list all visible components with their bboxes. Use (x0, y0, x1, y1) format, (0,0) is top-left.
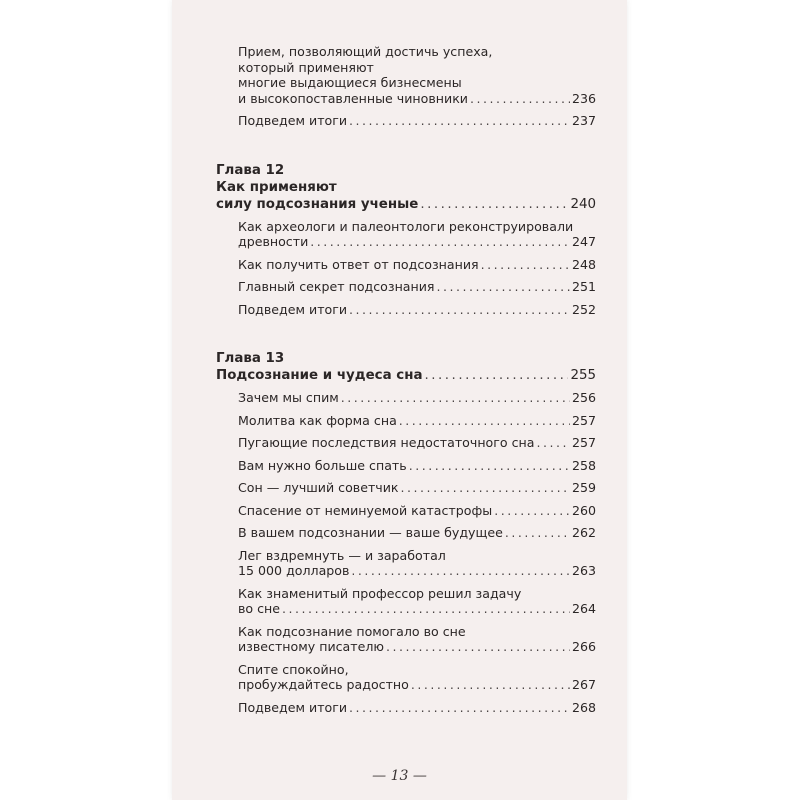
toc-entry-title: и высокопоставленные чиновники (238, 90, 468, 106)
toc-entry-line: Спите спокойно, (238, 661, 349, 677)
table-of-contents (216, 44, 596, 722)
toc-entry-title: Подведем итоги (238, 301, 348, 317)
toc-entry-line: Как подсознание помогало во сне (238, 623, 466, 639)
leader-dots (494, 503, 570, 519)
toc-entry-page: 256 (571, 390, 596, 405)
leader-dots (470, 91, 570, 107)
toc-entry-page: 257 (571, 412, 596, 428)
toc-entry-page: 267 (571, 677, 596, 692)
toc-entry (238, 257, 596, 280)
toc-entry-title: Главный секрет подсознания (238, 279, 435, 294)
toc-entry-page: 264 (571, 601, 596, 616)
leader-dots (386, 639, 570, 655)
leader-dots (409, 458, 570, 474)
toc-entry (238, 219, 596, 257)
toc-entry-title: Вам нужно больше спать (238, 457, 407, 473)
leader-dots (351, 563, 570, 579)
leader-dots (282, 601, 570, 617)
leader-dots (349, 113, 570, 129)
toc-entry-title: Спасение от неминуемой катастрофы (238, 502, 493, 518)
toc-entry (238, 503, 596, 526)
chapter-12-page: 240 (570, 196, 596, 212)
toc-entry-title: Молитва как форма сна (238, 412, 397, 428)
toc-entry-page: 237 (571, 113, 596, 128)
leader-dots (536, 435, 569, 451)
toc-entry-title: Сон — лучший советчик (238, 480, 399, 495)
toc-entry-page: 268 (571, 699, 596, 715)
page-number: — 13 — (372, 768, 427, 784)
toc-entry (238, 390, 596, 413)
toc-entry-title: пробуждайтесь радостно (238, 677, 409, 692)
toc-entry (238, 548, 596, 586)
chapter-12-title: силу подсознания ученые (216, 196, 419, 212)
leader-dots (401, 480, 570, 496)
toc-entry-line: который применяют (238, 59, 374, 75)
toc-entry-line: Как археологи и палеонтологи реконструировали (238, 218, 574, 234)
toc-entry-title: Как получить ответ от подсознания (238, 256, 479, 272)
toc-entry-page: 260 (571, 502, 596, 518)
toc-entry (238, 662, 596, 700)
toc-entry (238, 458, 596, 481)
toc-entry (238, 700, 596, 723)
toc-entry (238, 302, 596, 325)
intro-entries (216, 44, 596, 136)
leader-dots (349, 302, 570, 318)
chapter-12-entries (216, 219, 596, 325)
leader-dots (481, 257, 570, 273)
toc-entry-title: В вашем подсознании — ваше будущее (238, 525, 503, 540)
chapter-13-heading (216, 350, 596, 390)
leader-dots (349, 700, 570, 716)
toc-entry-page: 257 (571, 435, 596, 450)
toc-entry (238, 413, 596, 436)
chapter-13-label: Глава 13 (216, 351, 285, 366)
chapter-12-title-line1: Как применяют (216, 179, 337, 195)
toc-entry (238, 480, 596, 503)
toc-entry-page: 252 (571, 301, 596, 317)
toc-entry (238, 525, 596, 548)
toc-entry-title: Подведем итоги (238, 113, 348, 128)
chapter-12-label: Глава 12 (216, 162, 285, 178)
toc-entry (238, 435, 596, 458)
leader-dots (420, 196, 568, 213)
toc-entry-title: 15 000 долларов (238, 563, 350, 578)
toc-entry-title: Пугающие последствия недостаточного сна (238, 435, 535, 450)
toc-entry-page: 258 (571, 457, 596, 473)
leader-dots (437, 279, 570, 295)
toc-entry-title: Подведем итоги (238, 699, 348, 715)
toc-entry (238, 624, 596, 662)
toc-entry-line: Прием, позволяющий достичь успеха, (238, 44, 493, 59)
toc-entry-page: 247 (571, 234, 596, 249)
toc-entry-title: известному писателю (238, 639, 385, 654)
leader-dots (310, 234, 570, 250)
chapter-13-title: Подсознание и чудеса сна (216, 368, 423, 383)
toc-entry-page: 266 (571, 639, 596, 654)
toc-entry-line: Лег вздремнуть — и заработал (238, 547, 446, 563)
toc-entry-page: 248 (571, 256, 596, 272)
leader-dots (425, 367, 569, 384)
toc-entry-page: 263 (571, 563, 596, 578)
toc-entry-line: Как знаменитый профессор решил задачу (238, 585, 522, 601)
chapter-12-heading (216, 162, 596, 219)
chapter-13-entries (216, 390, 596, 722)
leader-dots (341, 390, 570, 406)
leader-dots (505, 525, 570, 541)
leader-dots (411, 677, 570, 693)
toc-entry (238, 279, 596, 302)
toc-entry-page: 236 (571, 90, 596, 106)
toc-entry (238, 113, 596, 136)
book-page (172, 0, 627, 800)
toc-entry-page: 259 (571, 480, 596, 495)
toc-entry-page: 262 (571, 525, 596, 540)
toc-entry-title: Зачем мы спим (238, 390, 339, 405)
toc-entry (238, 44, 596, 113)
toc-entry-line: многие выдающиеся бизнесмены (238, 75, 462, 90)
leader-dots (399, 413, 570, 429)
toc-entry-title: древности (238, 234, 309, 249)
toc-entry-page: 251 (571, 279, 596, 294)
chapter-13-page: 255 (570, 368, 596, 383)
toc-entry-title: во сне (238, 601, 281, 616)
toc-entry (238, 586, 596, 624)
